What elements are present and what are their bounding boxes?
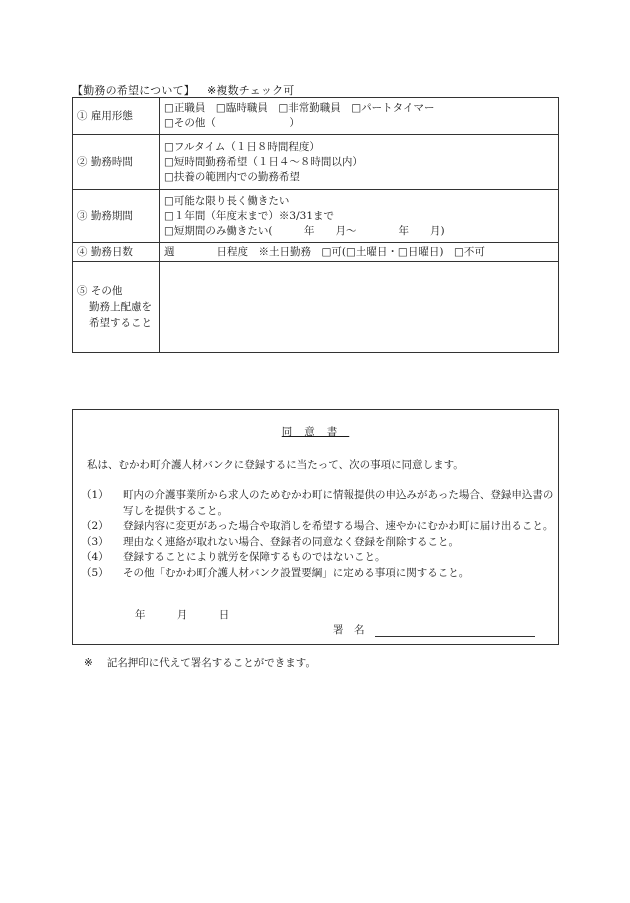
work-days-options[interactable]	[160, 243, 559, 262]
work-hours-line-1[interactable]: □フルタイム（１日８時間程度）	[164, 140, 320, 153]
heading-note: ※複数チェック可	[206, 84, 295, 97]
work-period-line-3[interactable]: □短期間のみ働きたい( 年 月～ 年 月)	[164, 224, 445, 237]
consent-items	[81, 488, 555, 581]
consent-item	[81, 550, 555, 566]
work-hours-label: ② 勤務時間	[73, 135, 160, 190]
other-requests-label-1: ⑤ その他	[77, 285, 123, 297]
date-year[interactable]: 年	[135, 609, 146, 621]
consent-item-text: 登録することにより就労を保障するものではないこと。	[123, 551, 386, 563]
work-period-row	[73, 190, 559, 243]
consent-date[interactable]	[135, 607, 257, 622]
consent-title: 同意書	[281, 426, 350, 438]
employment-type-label: ① 雇用形態	[73, 98, 160, 135]
footnote-mark: ※	[84, 657, 93, 669]
consent-box	[72, 409, 559, 645]
consent-item-text: 理由なく連絡が取れない場合、登録者の同意なく登録を削除すること。	[123, 535, 459, 548]
other-requests-row	[73, 262, 559, 353]
date-day[interactable]: 日	[218, 609, 230, 621]
work-period-options[interactable]	[160, 190, 559, 243]
work-hours-options[interactable]	[160, 135, 559, 190]
consent-item-text: その他「むかわ町介護人材バンク設置要綱」に定める事項に関すること。	[123, 566, 470, 579]
consent-intro: 私は、むかわ町介護人材バンクに登録するに当たって、次の事項に同意します。	[87, 459, 464, 471]
signature-label: 署 名	[333, 624, 365, 636]
work-days-row	[73, 243, 559, 262]
consent-item	[81, 535, 555, 551]
employment-type-row	[73, 98, 559, 135]
work-preference-heading	[72, 82, 294, 98]
date-month[interactable]: 月	[176, 609, 188, 621]
employment-type-line-1[interactable]: □正職員 □臨時職員 □非常勤職員 □パートタイマー	[164, 102, 435, 114]
consent-item-number: （4）	[81, 551, 109, 563]
other-requests-label-3: 希望すること	[89, 317, 152, 329]
signature-row	[333, 622, 535, 637]
work-hours-line-2[interactable]: □短時間勤務希望（１日４～８時間以内）	[164, 155, 363, 168]
consent-item	[81, 519, 555, 535]
consent-item-number: （3）	[81, 535, 109, 548]
footnote-text: 記名押印に代えて署名することができます。	[106, 657, 316, 669]
work-hours-row	[73, 135, 559, 190]
consent-item	[81, 566, 555, 582]
consent-item-text: 登録内容に変更があった場合や取消しを希望する場合、速やかにむかわ町に届け出ること。	[123, 520, 554, 532]
other-requests-field[interactable]	[160, 262, 559, 353]
work-period-label: ③ 勤務期間	[73, 190, 160, 243]
consent-item	[81, 488, 555, 519]
heading-title: 【勤務の希望について】	[72, 84, 195, 97]
work-period-line-1[interactable]: □可能な限り長く働きたい	[164, 194, 290, 207]
consent-item-number: （5）	[81, 566, 109, 579]
consent-item-number: （2）	[81, 520, 109, 532]
consent-item-number: （1）	[81, 489, 109, 501]
consent-item-text: 町内の介護事業所から求人のためむかわ町に情報提供の申込みがあった場合、登録申込書の写しを提供すること。	[123, 489, 554, 517]
employment-type-options[interactable]	[160, 98, 559, 135]
footnote	[84, 655, 316, 670]
other-requests-label	[73, 262, 160, 353]
work-days-value[interactable]: 週 日程度 ※土日勤務 □可(□土曜日・□日曜日) □不可	[164, 245, 485, 258]
work-days-label: ④ 勤務日数	[73, 243, 160, 262]
work-preference-table	[72, 97, 559, 353]
work-period-line-2[interactable]: □１年間（年度末まで）※3/31まで	[164, 209, 334, 222]
employment-type-line-2[interactable]: □その他（ ）	[164, 117, 300, 129]
work-hours-line-3[interactable]: □扶養の範囲内での勤務希望	[164, 170, 300, 183]
other-requests-label-2: 勤務上配慮を	[89, 301, 152, 313]
signature-field[interactable]	[375, 624, 535, 637]
